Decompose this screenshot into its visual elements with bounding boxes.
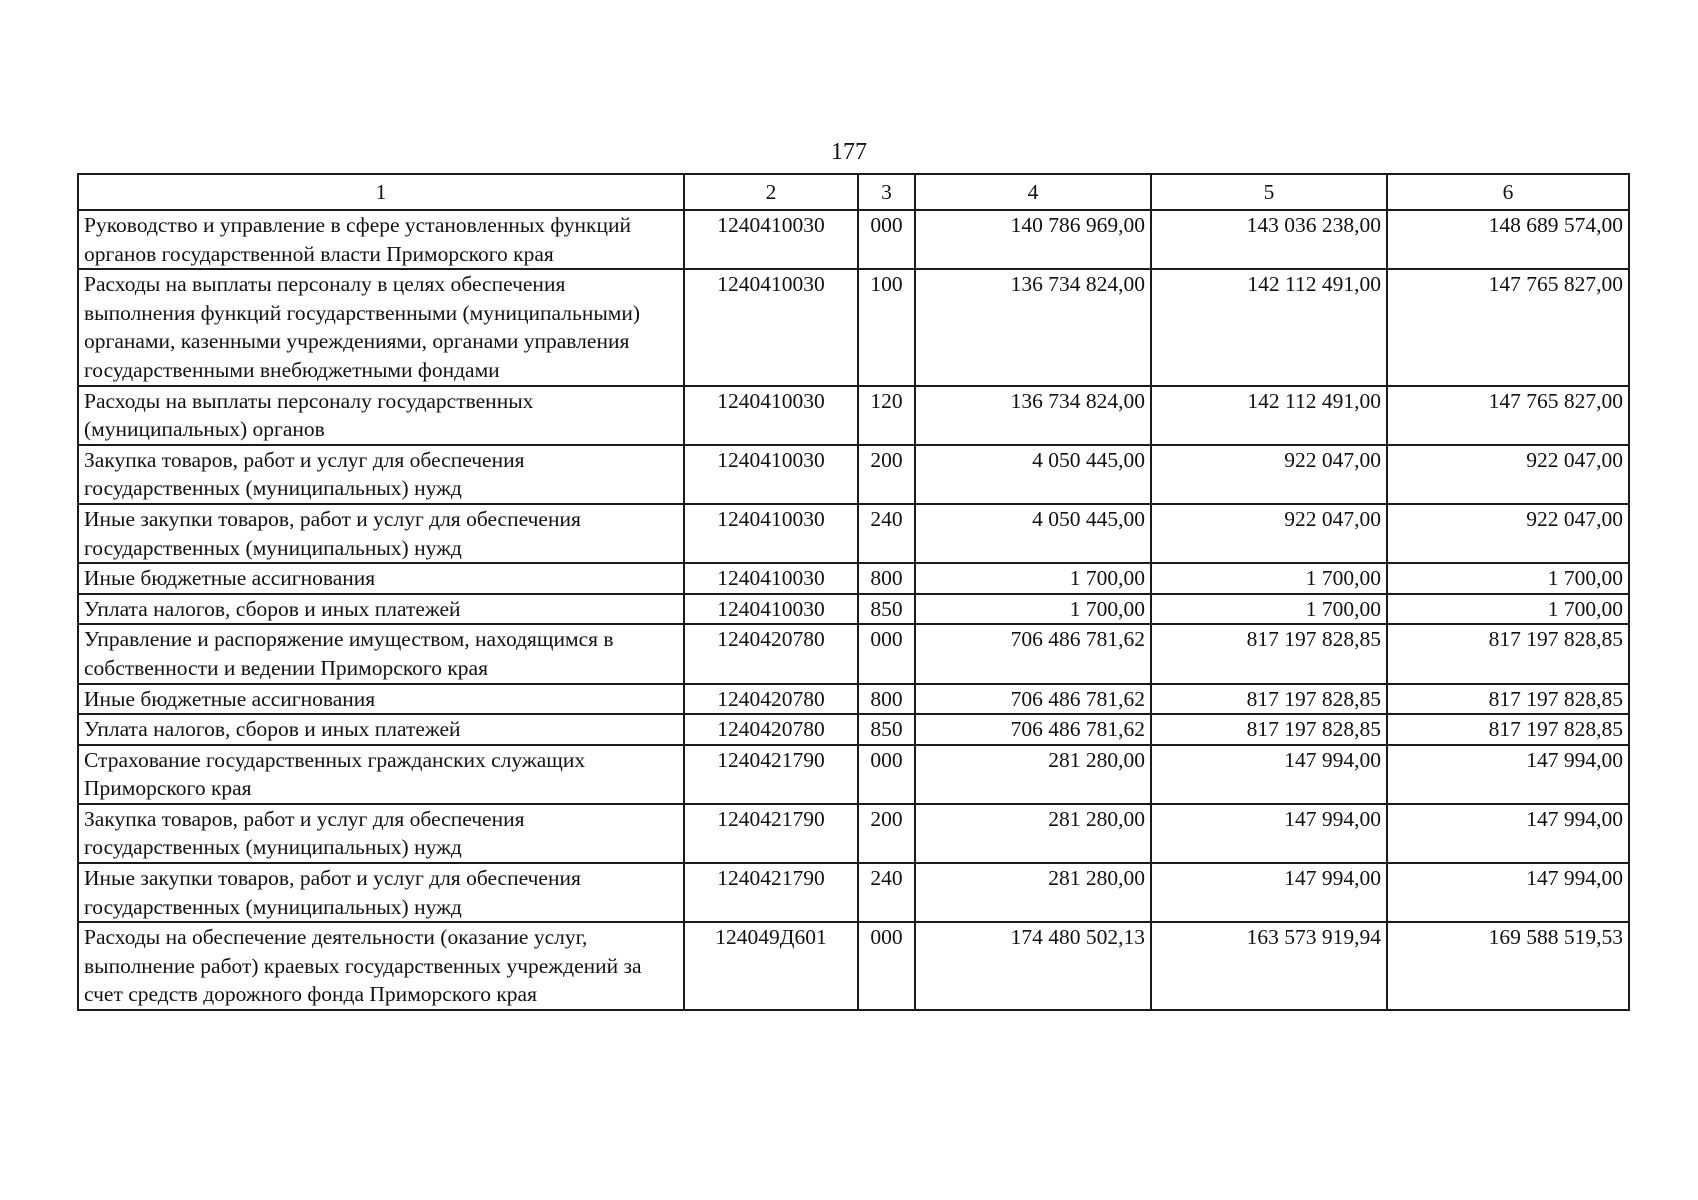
row-expense-type: 120	[858, 386, 915, 445]
column-header-2: 2	[684, 174, 858, 210]
row-amount-4: 136 734 824,00	[915, 269, 1151, 385]
row-amount-4: 1 700,00	[915, 563, 1151, 594]
row-expense-type: 800	[858, 684, 915, 715]
row-name: Закупка товаров, работ и услуг для обеспечения государственных (муниципальных) нужд	[78, 445, 684, 504]
table-row	[78, 922, 1629, 1010]
row-amount-6: 147 994,00	[1387, 745, 1629, 804]
row-amount-4: 281 280,00	[915, 863, 1151, 922]
column-header-5: 5	[1151, 174, 1387, 210]
row-name: Иные закупки товаров, работ и услуг для обеспечения государственных (муниципальных) нужд	[78, 504, 684, 563]
row-amount-6: 817 197 828,85	[1387, 684, 1629, 715]
row-name: Руководство и управление в сфере установленных функций органов государственной власти Приморского края	[78, 210, 684, 269]
row-code: 1240410030	[684, 269, 858, 385]
row-amount-5: 1 700,00	[1151, 563, 1387, 594]
row-amount-5: 922 047,00	[1151, 445, 1387, 504]
row-name: Расходы на выплаты персоналу в целях обеспечения выполнения функций государственными (муниципальными) органами, казенными учреждениями, органами управления государственными внебюджетными фондами	[78, 269, 684, 385]
row-amount-5: 147 994,00	[1151, 745, 1387, 804]
row-amount-6: 147 994,00	[1387, 804, 1629, 863]
row-amount-6: 1 700,00	[1387, 563, 1629, 594]
row-code: 1240420780	[684, 684, 858, 715]
row-amount-5: 817 197 828,85	[1151, 714, 1387, 745]
row-name: Расходы на выплаты персоналу государственных (муниципальных) органов	[78, 386, 684, 445]
table-row	[78, 210, 1629, 269]
row-name: Иные бюджетные ассигнования	[78, 684, 684, 715]
row-amount-6: 147 994,00	[1387, 863, 1629, 922]
row-amount-6: 1 700,00	[1387, 594, 1629, 625]
budget-table	[77, 173, 1630, 1011]
column-header-6: 6	[1387, 174, 1629, 210]
row-amount-6: 922 047,00	[1387, 445, 1629, 504]
row-amount-5: 142 112 491,00	[1151, 269, 1387, 385]
row-amount-5: 922 047,00	[1151, 504, 1387, 563]
table-row	[78, 714, 1629, 745]
row-amount-6: 147 765 827,00	[1387, 269, 1629, 385]
row-amount-5: 817 197 828,85	[1151, 624, 1387, 683]
row-amount-6: 817 197 828,85	[1387, 714, 1629, 745]
row-amount-6: 817 197 828,85	[1387, 624, 1629, 683]
row-name: Управление и распоряжение имуществом, находящимся в собственности и ведении Приморского края	[78, 624, 684, 683]
row-amount-6: 922 047,00	[1387, 504, 1629, 563]
row-code: 1240410030	[684, 386, 858, 445]
row-amount-5: 1 700,00	[1151, 594, 1387, 625]
row-amount-4: 4 050 445,00	[915, 445, 1151, 504]
row-amount-5: 142 112 491,00	[1151, 386, 1387, 445]
row-expense-type: 000	[858, 745, 915, 804]
row-expense-type: 800	[858, 563, 915, 594]
row-code: 1240410030	[684, 563, 858, 594]
table-row	[78, 804, 1629, 863]
row-amount-6: 148 689 574,00	[1387, 210, 1629, 269]
row-expense-type: 000	[858, 624, 915, 683]
row-expense-type: 200	[858, 804, 915, 863]
row-code: 1240410030	[684, 504, 858, 563]
table-row	[78, 745, 1629, 804]
table-row	[78, 563, 1629, 594]
table-row	[78, 504, 1629, 563]
row-code: 1240410030	[684, 594, 858, 625]
row-expense-type: 000	[858, 210, 915, 269]
table-row	[78, 594, 1629, 625]
row-name: Расходы на обеспечение деятельности (оказание услуг, выполнение работ) краевых государственных учреждений за счет средств дорожного фонда Приморского края	[78, 922, 684, 1010]
row-expense-type: 200	[858, 445, 915, 504]
row-amount-5: 817 197 828,85	[1151, 684, 1387, 715]
row-name: Закупка товаров, работ и услуг для обеспечения государственных (муниципальных) нужд	[78, 804, 684, 863]
row-code: 124049Д601	[684, 922, 858, 1010]
row-name: Иные закупки товаров, работ и услуг для обеспечения государственных (муниципальных) нужд	[78, 863, 684, 922]
row-code: 1240421790	[684, 863, 858, 922]
row-amount-4: 706 486 781,62	[915, 684, 1151, 715]
row-amount-6: 147 765 827,00	[1387, 386, 1629, 445]
row-expense-type: 240	[858, 863, 915, 922]
row-amount-4: 4 050 445,00	[915, 504, 1151, 563]
row-amount-5: 147 994,00	[1151, 804, 1387, 863]
row-amount-6: 169 588 519,53	[1387, 922, 1629, 1010]
page-number: 177	[831, 139, 867, 165]
row-amount-4: 706 486 781,62	[915, 714, 1151, 745]
row-code: 1240410030	[684, 210, 858, 269]
column-header-1: 1	[78, 174, 684, 210]
row-amount-4: 281 280,00	[915, 804, 1151, 863]
row-name: Иные бюджетные ассигнования	[78, 563, 684, 594]
row-expense-type: 000	[858, 922, 915, 1010]
row-expense-type: 240	[858, 504, 915, 563]
row-amount-4: 140 786 969,00	[915, 210, 1151, 269]
row-name: Страхование государственных гражданских служащих Приморского края	[78, 745, 684, 804]
table-row	[78, 624, 1629, 683]
table-row	[78, 269, 1629, 385]
row-name: Уплата налогов, сборов и иных платежей	[78, 594, 684, 625]
row-amount-4: 174 480 502,13	[915, 922, 1151, 1010]
row-code: 1240421790	[684, 804, 858, 863]
table-row	[78, 445, 1629, 504]
row-expense-type: 100	[858, 269, 915, 385]
row-code: 1240410030	[684, 445, 858, 504]
row-amount-5: 143 036 238,00	[1151, 210, 1387, 269]
row-amount-4: 1 700,00	[915, 594, 1151, 625]
column-header-3: 3	[858, 174, 915, 210]
row-amount-5: 163 573 919,94	[1151, 922, 1387, 1010]
row-amount-4: 706 486 781,62	[915, 624, 1151, 683]
header-row	[78, 174, 1629, 210]
row-expense-type: 850	[858, 594, 915, 625]
row-amount-4: 281 280,00	[915, 745, 1151, 804]
table-row	[78, 386, 1629, 445]
row-expense-type: 850	[858, 714, 915, 745]
table-row	[78, 684, 1629, 715]
row-amount-4: 136 734 824,00	[915, 386, 1151, 445]
row-code: 1240420780	[684, 714, 858, 745]
row-code: 1240421790	[684, 745, 858, 804]
table-row	[78, 863, 1629, 922]
row-name: Уплата налогов, сборов и иных платежей	[78, 714, 684, 745]
row-code: 1240420780	[684, 624, 858, 683]
row-amount-5: 147 994,00	[1151, 863, 1387, 922]
column-header-4: 4	[915, 174, 1151, 210]
